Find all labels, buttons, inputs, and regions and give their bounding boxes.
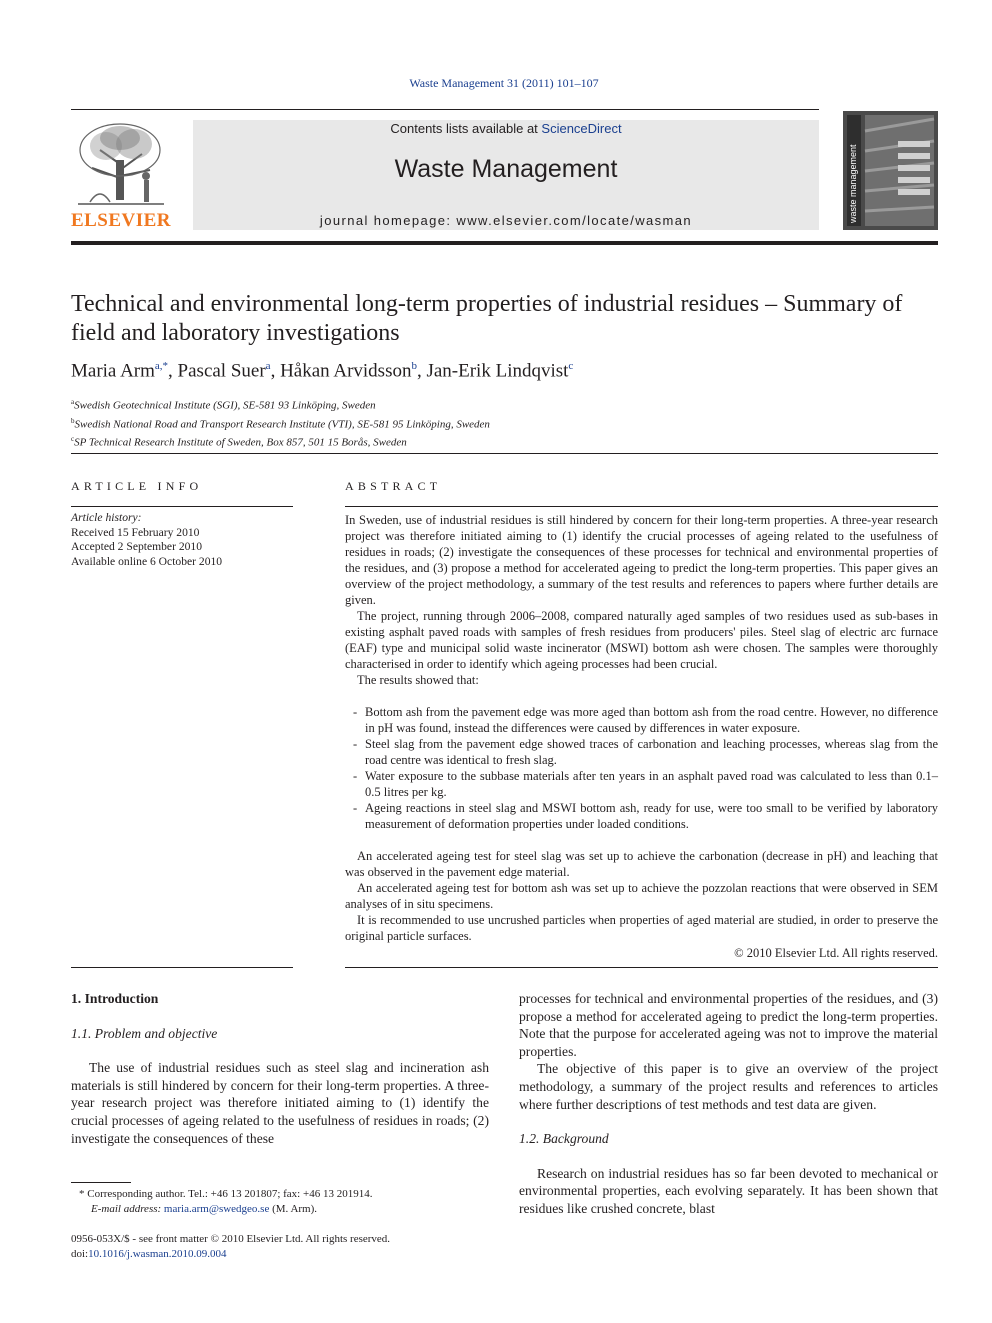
subsection-heading-background: 1.2. Background xyxy=(519,1131,609,1147)
affil-text: SP Technical Research Institute of Sweden, Box 857, 501 15 Borås, Sweden xyxy=(74,436,407,449)
abstract-rule xyxy=(345,506,938,507)
abstract-paragraph: An accelerated ageing test for bottom ash was set up to achieve the pozzolan reactions that were observed in SEM analyses of in situ specimens. xyxy=(345,881,938,911)
abstract-paragraph: It is recommended to use uncrushed particles when properties of aged material are studied, in order to preserve the original particle surfaces. xyxy=(345,913,938,943)
footnote-rule xyxy=(71,1182,131,1183)
dash-bullet: - xyxy=(353,705,358,719)
affil-sup: b xyxy=(71,416,75,425)
abstract-paragraph: In Sweden, use of industrial residues is still hindered by concern for their long-term properties. A three-year research project was therefore initiated aiming to (1) identify the crucial processes of ageing related to the usefulness of residues in roads; (2) investigate the consequences of these processes for technical and environmental properties of the residues, and (3) propose a method for accelerated ageing to predict the long-term properties. This paper gives an overview of the project methodology, a summary of the test results and references to papers where further details are given. xyxy=(345,513,938,607)
abstract-copyright: © 2010 Elsevier Ltd. All rights reserved. xyxy=(734,946,938,960)
contents-line xyxy=(193,121,819,136)
author-affil-sup[interactable]: a xyxy=(265,360,271,372)
body-right-column xyxy=(519,990,938,1218)
author-sep: , xyxy=(270,360,281,382)
author-name[interactable]: Håkan Arvidsson xyxy=(280,360,412,382)
affil-sup: a xyxy=(71,398,75,406)
contents-prefix: Contents lists available at xyxy=(390,121,542,136)
list-item xyxy=(345,704,938,736)
affiliation xyxy=(71,432,941,451)
dash-bullet: - xyxy=(353,801,358,815)
article-info-end-rule xyxy=(71,967,293,968)
cover-graphic xyxy=(843,111,938,230)
corresponding-author-note: * Corresponding author. Tel.: +46 13 201807; fax: +46 13 201914. xyxy=(79,1188,373,1200)
body-paragraph: The use of industrial residues such as steel slag and incineration ash materials is still hindered by concern for their long-term properties. A three-year research project was therefore initiated aiming to (1) identify the crucial processes of ageing related to the usefulness of residues in roads; (2) investigate the consequences of these xyxy=(71,1060,489,1146)
affiliation xyxy=(71,395,941,414)
list-item xyxy=(345,800,938,832)
results-list xyxy=(345,704,938,832)
header-rule xyxy=(71,109,819,110)
elsevier-wordmark: ELSEVIER xyxy=(70,210,172,231)
affil-text: Swedish National Road and Transport Research Institute (VTI), SE-581 95 Linköping, Sweden xyxy=(74,418,490,431)
abstract-paragraph: An accelerated ageing test for steel slag was set up to achieve the carbonation (decrease in pH) and leaching that was observed in the pavement edge material. xyxy=(345,849,938,879)
sciencedirect-link[interactable]: ScienceDirect xyxy=(541,121,622,136)
doi-label: doi: xyxy=(71,1247,89,1260)
title-rule xyxy=(71,453,938,454)
author-sep: , xyxy=(168,360,178,382)
list-item xyxy=(345,736,938,768)
author-name[interactable]: Pascal Suer xyxy=(177,360,266,382)
body-left-column xyxy=(71,990,489,1147)
affil-text: Swedish Geotechnical Institute (SGI), SE-581 93 Linköping, Sweden xyxy=(74,399,376,412)
journal-cover-image xyxy=(843,111,938,230)
received-date: Received 15 February 2010 xyxy=(71,525,200,539)
author-name[interactable]: Maria Arm xyxy=(71,360,155,382)
author-name[interactable]: Jan-Erik Lindqvist xyxy=(426,360,569,382)
journal-reference[interactable]: Waste Management 31 (2011) 101–107 xyxy=(409,76,599,90)
abstract-heading: ABSTRACT xyxy=(345,479,442,493)
doi-line xyxy=(71,1247,489,1262)
author-affil-sup[interactable]: b xyxy=(411,360,417,372)
list-item-text: Bottom ash from the pavement edge was more aged than bottom ash from the road centre. However, no difference in pH was found, instead the differences were caused by differences in water exposure. xyxy=(365,705,938,735)
email-link[interactable]: maria.arm@swedgeo.se xyxy=(163,1202,270,1215)
footnote xyxy=(71,1187,489,1216)
dash-bullet: - xyxy=(353,769,358,783)
list-item xyxy=(345,768,938,800)
affiliation xyxy=(71,414,941,433)
author-affil-sup[interactable]: a,* xyxy=(154,360,169,372)
affil-sup: c xyxy=(71,435,75,444)
front-matter-info xyxy=(71,1232,489,1261)
journal-homepage[interactable]: journal homepage: www.elsevier.com/locate/wasman xyxy=(319,213,693,228)
cover-title: waste management xyxy=(848,144,858,223)
journal-title: Waste Management xyxy=(394,155,618,183)
body-paragraph: The objective of this paper is to give an overview of the project methodology, a summary of the project results and references to articles where further descriptions of test methods and test data are given. xyxy=(519,1061,938,1112)
author-list xyxy=(71,360,941,382)
tree-icon xyxy=(70,120,172,210)
author-affil-sup[interactable]: c xyxy=(568,360,574,372)
abstract-end-rule xyxy=(345,967,938,968)
abstract-paragraph: The project, running through 2006–2008, compared naturally aged samples of two residues used as sub-bases in existing asphalt paved roads with samples of fresh residues from producers' piles. Steel slag of electric arc furnace (EAF) type and municipal solid waste incinerator (MSWI) bottom ash were chosen. The samples were thoroughly characterised in order to identify which ageing processes had been crucial. xyxy=(345,609,938,671)
body-paragraph: Research on industrial residues has so far been devoted to mechanical or environmental properties, each evolving separately. It has been shown that residues like crushed concrete, blast xyxy=(519,1165,938,1216)
issn-line: 0956-053X/$ - see front matter © 2010 Elsevier Ltd. All rights reserved. xyxy=(71,1233,391,1245)
accepted-date: Accepted 2 September 2010 xyxy=(71,540,203,554)
article-info-rule xyxy=(71,506,293,507)
section-heading-introduction: 1. Introduction xyxy=(71,991,159,1006)
paper-title: Technical and environmental long-term properties of industrial residues – Summary of field and laboratory investigations xyxy=(71,291,903,346)
abstract-paragraph: The results showed that: xyxy=(357,673,479,687)
email-suffix: (M. Arm). xyxy=(269,1202,318,1215)
article-info-heading: ARTICLE INFO xyxy=(71,479,203,493)
abstract-body xyxy=(345,512,938,961)
author-sep: , xyxy=(416,360,427,382)
body-paragraph: processes for technical and environmental properties of the residues, and (3) propose a method for accelerated ageing to predict the long-term properties. Note that the purpose for accelerated ageing was not to improve the material properties. xyxy=(519,991,938,1059)
online-date: Available online 6 October 2010 xyxy=(71,554,223,568)
article-history xyxy=(71,511,293,569)
subsection-heading-problem: 1.1. Problem and objective xyxy=(71,1025,218,1041)
header-thick-rule xyxy=(71,241,938,245)
list-item-text: Ageing reactions in steel slag and MSWI bottom ash, ready for use, were too small to be verified by laboratory measurement of deformation properties under loaded conditions. xyxy=(365,801,938,831)
doi-link[interactable]: 10.1016/j.wasman.2010.09.004 xyxy=(88,1247,227,1260)
email-line xyxy=(71,1202,489,1217)
history-label: Article history: xyxy=(71,511,142,524)
list-item-text: Water exposure to the subbase materials after ten years in an asphalt paved road was calculated to less than 0.1–0.5 litres per kg. xyxy=(365,769,938,799)
list-item-text: Steel slag from the pavement edge showed traces of carbonation and leaching processes, whereas slag from the road centre was identical to fresh slag. xyxy=(365,737,938,767)
affiliations xyxy=(71,395,941,451)
dash-bullet: - xyxy=(353,737,358,751)
email-label: E-mail address: xyxy=(91,1202,164,1215)
